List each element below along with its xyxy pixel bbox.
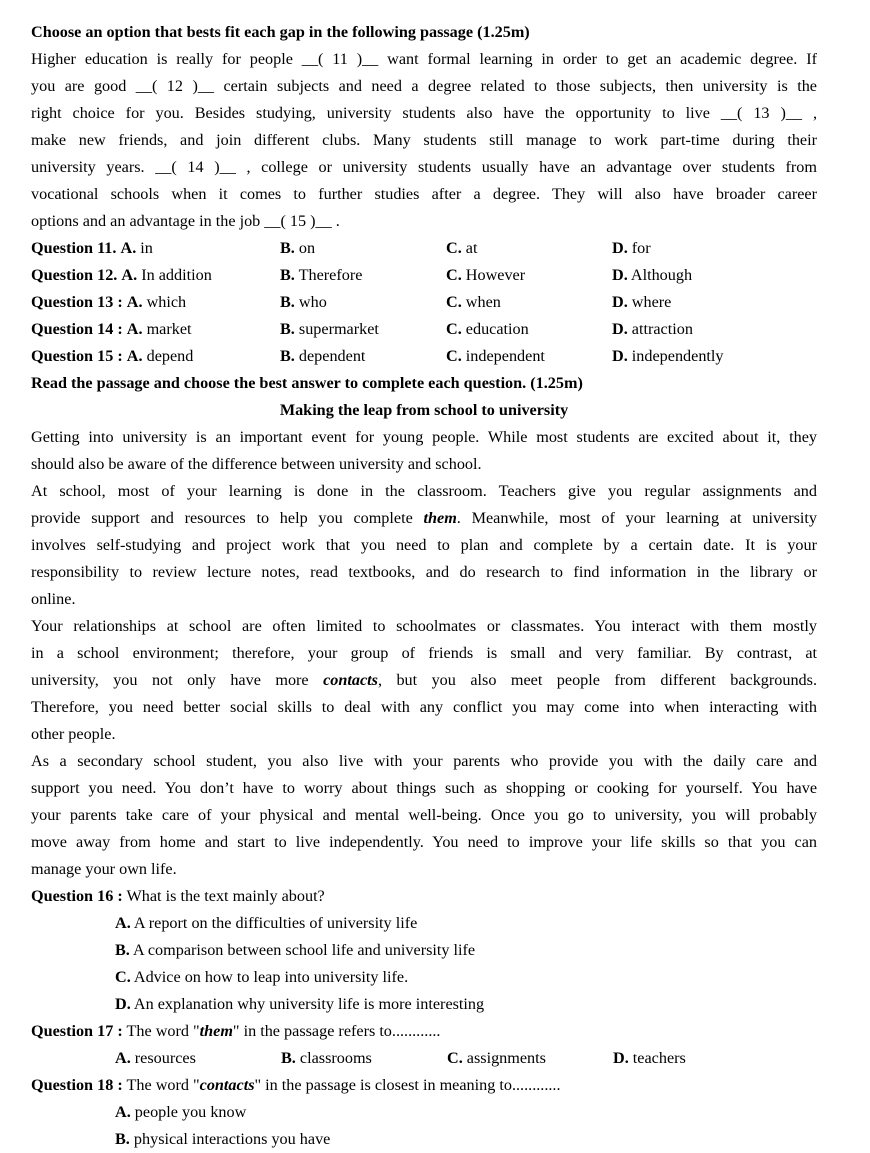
question-17: Question 17 : The word "them" in the passage refers to............ <box>31 1022 441 1040</box>
option-d[interactable]: independently <box>627 347 724 365</box>
passage-line: Getting into university is an important event for young people. While most students are excited about it, they <box>31 428 817 446</box>
option-c[interactable]: C. assignments <box>447 1049 546 1067</box>
question-label: Question 11. <box>31 239 117 257</box>
option-letter: C. <box>446 320 462 338</box>
passage-line: make new friends, and join different clubs. Many students still manage to work part-time during their <box>31 131 817 149</box>
question-label: Question 18 : <box>31 1076 123 1094</box>
option-d[interactable]: Although <box>627 266 693 284</box>
option-c[interactable]: at <box>461 239 478 257</box>
question-row-15 <box>31 343 817 370</box>
option-letter: C. <box>446 239 462 257</box>
option-letter: A. <box>126 320 143 338</box>
option-letter: A. <box>121 266 138 284</box>
option-letter: C. <box>446 293 462 311</box>
option-letter: D. <box>612 347 628 365</box>
question-16 <box>31 883 817 910</box>
passage-line: As a secondary school student, you also live with your parents who provide you with the daily care and <box>31 752 817 770</box>
option-c[interactable]: However <box>461 266 526 284</box>
question-text: What is the text mainly about? <box>122 887 325 905</box>
option-d[interactable]: attraction <box>627 320 693 338</box>
option-b[interactable]: who <box>294 293 327 311</box>
option-b[interactable]: B. physical interactions you have <box>115 1130 331 1148</box>
option-d[interactable]: where <box>627 293 672 311</box>
option-b[interactable]: Therefore <box>294 266 363 284</box>
option-c[interactable]: independent <box>461 347 545 365</box>
reading-passage <box>31 424 817 883</box>
option-b[interactable]: dependent <box>294 347 366 365</box>
passage-line: university years. __( 14 )__ , college or university students usually have an advantage over students from <box>31 158 817 176</box>
option-b[interactable]: supermarket <box>294 320 379 338</box>
option-letter: C. <box>446 266 462 284</box>
option-letter: B. <box>280 293 295 311</box>
passage-line: right choice for you. Besides studying, university students also have the opportunity to live __( 13 )__ , <box>31 104 817 122</box>
passage-line: involves self-studying and project work that you need to plan and complete by a certain date. It is your <box>31 536 817 554</box>
passage-line: move away from home and start to live independently. You need to improve your life skills so that you can <box>31 833 817 851</box>
passage-line: At school, most of your learning is done in the classroom. Teachers give you regular assignments and <box>31 482 817 500</box>
passage-line: other people. <box>31 725 116 743</box>
option-letter: B. <box>280 266 295 284</box>
option-b[interactable]: B. classrooms <box>281 1049 372 1067</box>
passage-line: provide support and resources to help you complete them. Meanwhile, most of your learning at university <box>31 509 817 527</box>
passage-line: support you need. You don’t have to worry about things such as shopping or cooking for yourself. You have <box>31 779 817 797</box>
option-letter: B. <box>280 347 295 365</box>
option-a[interactable]: In addition <box>137 266 212 284</box>
question-row-13 <box>31 289 817 316</box>
option-letter: A. <box>120 239 137 257</box>
question-label: Question 15 : <box>31 347 123 365</box>
question-row-14 <box>31 316 817 343</box>
part1-passage <box>31 46 817 235</box>
question-label: Question 12. <box>31 266 118 284</box>
question-row-12 <box>31 262 817 289</box>
option-letter: A. <box>126 347 143 365</box>
part2-heading: Read the passage and choose the best answer to complete each question. (1.25m) <box>31 374 583 392</box>
option-c[interactable]: when <box>461 293 501 311</box>
passage-line: your parents take care of your physical and mental well-being. Once you go to university, you will probably <box>31 806 817 824</box>
option-b[interactable]: on <box>294 239 316 257</box>
question-label: Question 13 : <box>31 293 123 311</box>
option-letter: D. <box>612 293 628 311</box>
option-c[interactable]: education <box>461 320 529 338</box>
option-c[interactable]: C. Advice on how to leap into university life. <box>115 968 409 986</box>
passage-line: Therefore, you need better social skills to deal with any conflict you may come into when interacting with <box>31 698 817 716</box>
option-a[interactable]: depend <box>142 347 194 365</box>
passage-line: you are good __( 12 )__ certain subjects and need a degree related to those subjects, then university is the <box>31 77 817 95</box>
passage-line: Your relationships at school are often limited to schoolmates or classmates. You interact with them mostly <box>31 617 817 635</box>
option-a[interactable]: A. resources <box>115 1049 196 1067</box>
passage-line: Higher education is really for people __( 11 )__ want formal learning in order to get an academic degree. If <box>31 50 817 68</box>
question-label: Question 16 : <box>31 887 123 905</box>
passage-line: online. <box>31 590 76 608</box>
passage-line: vocational schools when it comes to further studies after a degree. They will also have broader career <box>31 185 817 203</box>
highlighted-word-contacts: contacts <box>323 671 378 689</box>
passage-line: university, you not only have more contacts, but you also meet people from different backgrounds. <box>31 671 817 689</box>
passage-line: manage your own life. <box>31 860 177 878</box>
question-label: Question 17 : <box>31 1022 123 1040</box>
question-label: Question 14 : <box>31 320 123 338</box>
option-a[interactable]: in <box>136 239 153 257</box>
passage-line: should also be aware of the difference between university and school. <box>31 455 482 473</box>
part1-heading: Choose an option that bests fit each gap in the following passage (1.25m) <box>31 23 530 41</box>
option-letter: A. <box>126 293 143 311</box>
question-row-11 <box>31 235 817 262</box>
option-a[interactable]: market <box>142 320 192 338</box>
highlighted-word-them: them <box>423 509 457 527</box>
option-a[interactable]: which <box>142 293 187 311</box>
option-letter: D. <box>612 239 628 257</box>
option-a[interactable]: A. people you know <box>115 1103 247 1121</box>
option-letter: D. <box>612 266 628 284</box>
passage-line: in a school environment; therefore, your group of friends is small and very familiar. By contrast, at <box>31 644 817 662</box>
option-b[interactable]: B. A comparison between school life and university life <box>115 941 476 959</box>
passage-line: options and an advantage in the job __( 15 )__ . <box>31 212 340 230</box>
option-d[interactable]: D. An explanation why university life is more interesting <box>115 995 485 1013</box>
option-d[interactable]: for <box>627 239 651 257</box>
passage-title: Making the leap from school to university <box>279 401 569 419</box>
option-letter: B. <box>280 239 295 257</box>
option-letter: B. <box>280 320 295 338</box>
passage-line: responsibility to review lecture notes, read textbooks, and do research to find information in the library or <box>31 563 817 581</box>
option-letter: C. <box>446 347 462 365</box>
question-17-options <box>31 1045 817 1072</box>
option-a[interactable]: A. A report on the difficulties of university life <box>115 914 418 932</box>
question-18: Question 18 : The word "contacts" in the passage is closest in meaning to............ <box>31 1076 561 1094</box>
worksheet-page <box>31 19 817 1153</box>
option-d[interactable]: D. teachers <box>613 1049 686 1067</box>
option-letter: D. <box>612 320 628 338</box>
